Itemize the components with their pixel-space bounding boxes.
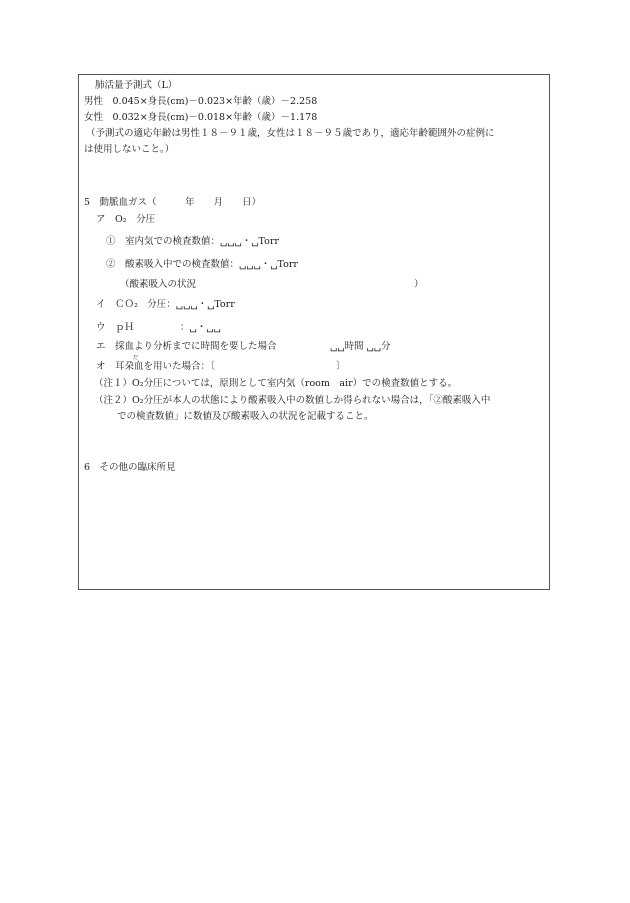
- o2-room-air-value: ① 室内気での検査数値：␣␣␣・␣Torr: [106, 236, 279, 247]
- co2-pressure-value: イ ＣＯ₂ 分圧：␣␣␣・␣Torr: [96, 299, 235, 310]
- ph-value: ：␣・␣␣: [180, 322, 221, 333]
- ear-blood-close: 〕: [336, 361, 346, 372]
- formula-title: 肺活量予測式（L）: [95, 80, 178, 91]
- formula-note-line1: （予測式の適応年齢は男性１８－９１歳，女性は１８－９５歳であり，適応年齢範囲外の症例に: [86, 128, 495, 139]
- analysis-delay-value: ␣␣時間 ␣␣分: [330, 341, 391, 352]
- oxygen-status-label: （酸素吸入の状況: [120, 279, 197, 290]
- o2-pressure-label: ア O₂ 分圧: [96, 214, 156, 225]
- ear-blood-label: オ 耳朶血を用いた場合：〔: [96, 361, 215, 372]
- oxygen-status-close: ）: [414, 279, 424, 290]
- analysis-delay-label: エ 採血より分析までに時間を要した場合: [96, 341, 277, 352]
- note-1: （注１）O₂分圧については，原則として室内気（room air）での検査数値とする。: [94, 378, 458, 389]
- ear-ruby: だ: [133, 355, 139, 361]
- formula-male: 男性 0.045×身長(cm)－0.023×年齢（歳）－2.258: [84, 96, 318, 107]
- blood-gas-heading: 5 動脈血ガス（ 年 月 日）: [84, 197, 262, 208]
- note-2-line2: での検査数値」に数値及び酸素吸入の状況を記載すること。: [117, 411, 374, 422]
- formula-female: 女性 0.032×身長(cm)－0.018×年齢（歳）－1.178: [84, 112, 318, 123]
- formula-note-line2: は使用しないこと。）: [84, 144, 175, 155]
- o2-oxygen-value: ② 酸素吸入中での検査数値：␣␣␣・␣Torr: [106, 259, 298, 270]
- other-findings-heading: 6 その他の臨床所見: [84, 462, 176, 473]
- ph-label: ウ ｐＨ: [96, 322, 135, 333]
- note-2-line1: （注２）O₂分圧が本人の状態により酸素吸入中の数値しか得られない場合は，「②酸素吸入中: [94, 395, 491, 406]
